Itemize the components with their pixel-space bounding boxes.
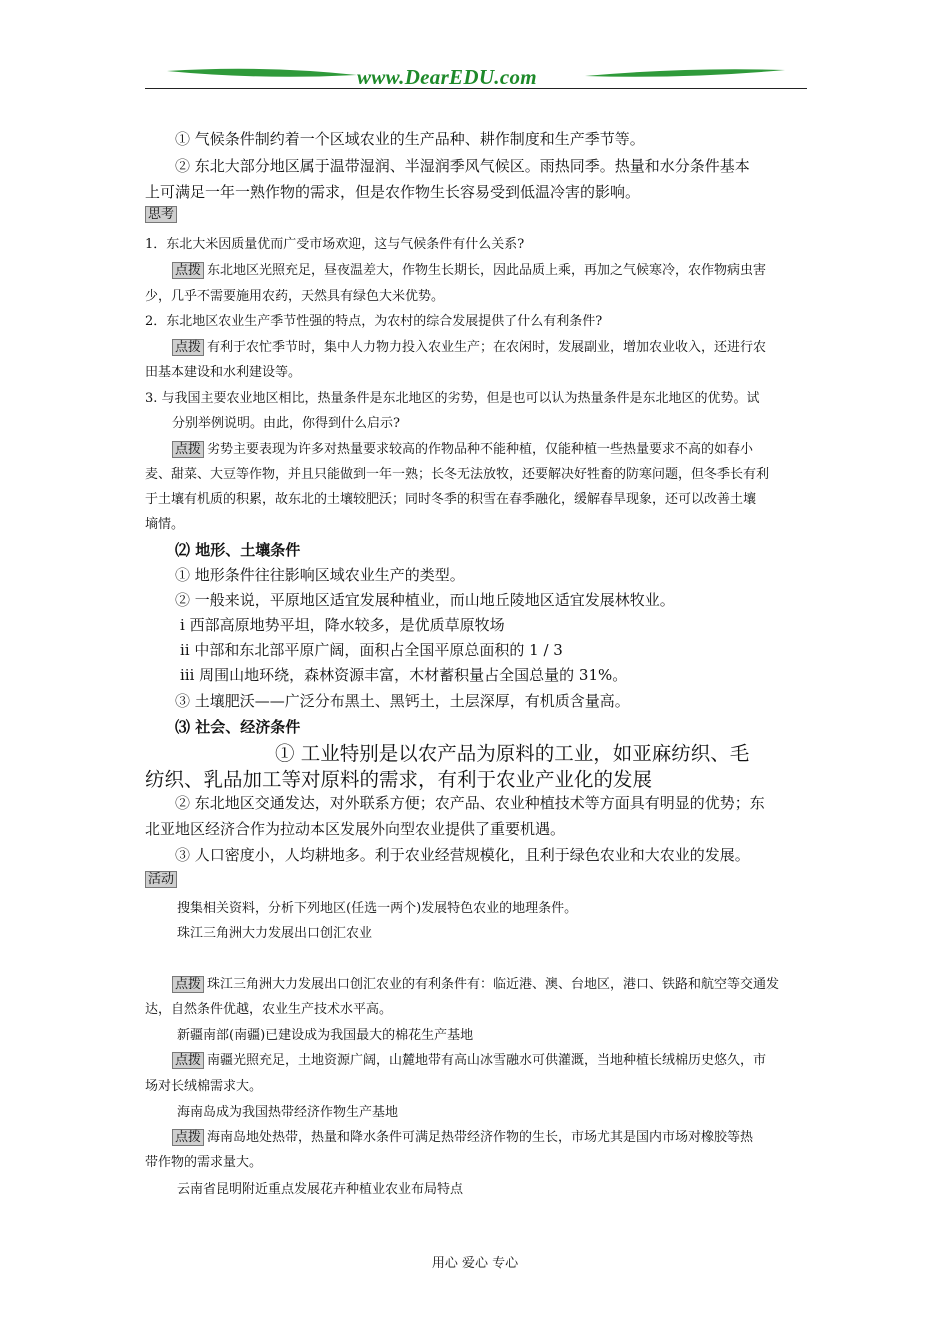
economy-point-1-line1: ① 工业特别是以农产品为原料的工业，如亚麻纺织、毛 (275, 742, 750, 765)
page-footer: 用心 爱心 专心 (431, 1256, 519, 1271)
region-1-answer-line2: 达，自然条件优越，农业生产技术水平高。 (145, 1002, 393, 1017)
hint-tag: 点拨 (172, 1052, 204, 1069)
region-1-title: 珠江三角洲大力发展出口创汇农业 (177, 926, 373, 941)
activity-tag: 活动 (145, 871, 177, 888)
question-3-line1: 3. 与我国主要农业地区相比，热量条件是东北地区的劣势，但是也可以认为热量条件是东北地区的优势。试 (145, 391, 760, 406)
region-2-title: 新疆南部(南疆)已建设成为我国最大的棉花生产基地 (177, 1028, 474, 1043)
answer-3-line1: 点拨 劣势主要表现为许多对热量要求较高的作物品种不能种植，仅能种植一些热量要求不高的如春小 (172, 438, 753, 458)
section-heading-terrain: ⑵ 地形、土壤条件 (175, 541, 301, 559)
section-heading-economy: ⑶ 社会、经济条件 (175, 718, 301, 736)
site-brand: www.DearEDU.com (357, 65, 537, 89)
answer-3-line3: 于土壤有机质的积累，故东北的土壤较肥沃；同时冬季的积雪在春季融化，缓解春旱现象，还可以改善土壤 (145, 492, 757, 507)
climate-point-2-line1: ② 东北大部分地区属于温带湿润、半湿润季风气候区。雨热同季。热量和水分条件基本 (175, 157, 750, 175)
left-swoosh-decoration (167, 66, 357, 80)
hint-tag: 点拨 (172, 339, 204, 356)
answer-2-line1: 点拨 有利于农忙季节时，集中人力物力投入农业生产；在农闲时，发展副业，增加农业收入，还进行农 (172, 336, 766, 356)
answer-2-line2: 田基本建设和水利建设等。 (145, 365, 302, 380)
answer-1-line2: 少，几乎不需要施用农药，天然具有绿色大米优势。 (145, 289, 445, 304)
question-2: 2．东北地区农业生产季节性强的特点，为农村的综合发展提供了什么有利条件? (145, 314, 603, 329)
region-3-answer-line2: 带作物的需求量大。 (145, 1155, 263, 1170)
climate-point-2-line2: 上可满足一年一熟作物的需求，但是农作物生长容易受到低温冷害的影响。 (145, 183, 641, 201)
region-4-title: 云南省昆明附近重点发展花卉种植业农业布局特点 (177, 1182, 464, 1197)
answer-1-line1: 点拨 东北地区光照充足，昼夜温差大，作物生长期长，因此品质上乘，再加之气候寒冷，农作物病虫害 (172, 259, 766, 279)
region-2-answer-line2: 场对长绒棉需求大。 (145, 1079, 263, 1094)
region-2-answer-line1: 点拨 南疆光照充足，土地资源广阔，山麓地带有高山冰雪融水可供灌溉，当地种植长绒棉历史悠久，市 (172, 1049, 766, 1069)
hint-tag: 点拨 (172, 262, 204, 279)
answer-3-line4: 墒情。 (145, 517, 185, 532)
right-swoosh-decoration (585, 66, 785, 80)
hint-tag: 点拨 (172, 441, 204, 458)
terrain-sub-i: ⅰ 西部高原地势平坦，降水较多，是优质草原牧场 (180, 616, 505, 634)
economy-point-2-line2: 北亚地区经济合作为拉动本区发展外向型农业提供了重要机遇。 (145, 820, 566, 838)
question-3-line2: 分别举例说明。由此，你得到什么启示? (172, 416, 400, 431)
answer-3-line2: 麦、甜菜、大豆等作物，并且只能做到一年一熟；长冬无法放牧，还要解决好牲畜的防寒问题，但冬季长有利 (145, 467, 770, 482)
terrain-sub-ii: ⅱ 中部和东北部平原广阔，面积占全国平原总面积的 1 / 3 (180, 641, 563, 659)
economy-point-1-line2: 纺织、乳品加工等对原料的需求，有利于农业产业化的发展 (145, 768, 653, 791)
economy-point-3: ③ 人口密度小，人均耕地多。利于农业经营规模化，且利于绿色农业和大农业的发展。 (175, 846, 750, 864)
region-3-title: 海南岛成为我国热带经济作物生产基地 (177, 1105, 399, 1120)
terrain-point-1: ① 地形条件往往影响区域农业生产的类型。 (175, 566, 465, 584)
header-rule (145, 88, 807, 89)
header-banner (145, 62, 807, 92)
terrain-point-2: ② 一般来说，平原地区适宜发展种植业，而山地丘陵地区适宜发展林牧业。 (175, 591, 675, 609)
activity-instruction: 搜集相关资料，分析下列地区(任选一两个)发展特色农业的地理条件。 (177, 901, 578, 916)
region-1-answer-line1: 点拨 珠江三角洲大力发展出口创汇农业的有利条件有：临近港、澳、台地区，港口、铁路和航空等交通发 (172, 973, 779, 993)
region-3-answer-line1: 点拨 海南岛地处热带，热量和降水条件可满足热带经济作物的生长，市场尤其是国内市场对橡胶等热 (172, 1126, 753, 1146)
hint-tag: 点拨 (172, 976, 204, 993)
hint-tag: 点拨 (172, 1129, 204, 1146)
soil-point: ③ 土壤肥沃——广泛分布黑土、黑钙土，土层深厚，有机质含量高。 (175, 692, 630, 710)
think-tag: 思考 (145, 206, 177, 223)
economy-point-2-line1: ② 东北地区交通发达，对外联系方便；农产品、农业种植技术等方面具有明显的优势；东 (175, 794, 765, 812)
climate-point-1: ① 气候条件制约着一个区域农业的生产品种、耕作制度和生产季节等。 (175, 130, 645, 148)
terrain-sub-iii: ⅲ 周围山地环绕，森林资源丰富，木材蓄积量占全国总量的 31%。 (180, 666, 628, 684)
question-1: 1．东北大米因质量优而广受市场欢迎，这与气候条件有什么关系? (145, 237, 525, 252)
